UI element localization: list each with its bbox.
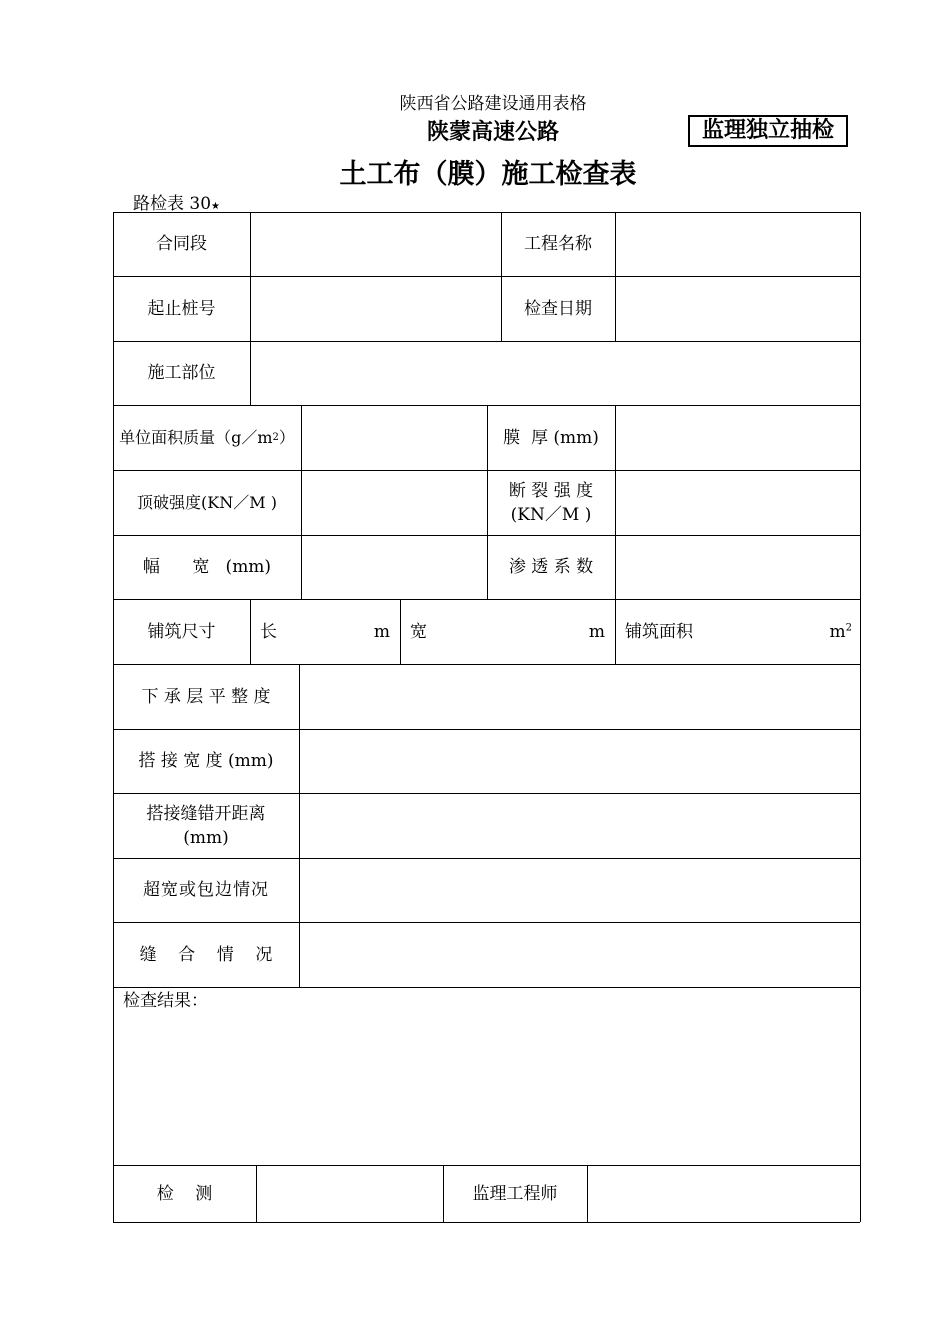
check-date-label: 检查日期 (524, 298, 592, 319)
unit-mass-value[interactable] (301, 405, 487, 470)
underlayer-flatness-value[interactable] (299, 664, 860, 729)
laying-area-unit (830, 620, 853, 644)
overlap-offset-line1: 搭接缝错开距离 (146, 803, 266, 824)
width-label: 幅 宽 (mm) (142, 557, 272, 577)
wide-cell[interactable] (400, 599, 615, 664)
burst-strength-label: 顶破强度(KN／M ) (137, 492, 277, 512)
station-range-value[interactable] (250, 276, 501, 341)
permeability-label: 渗 透 系 数 (508, 557, 594, 577)
length-label: 长 (260, 621, 277, 642)
film-thickness-label: 膜 厚 (mm) (503, 427, 599, 448)
tensile-strength-value[interactable] (615, 470, 860, 535)
overlap-width-value[interactable] (299, 729, 860, 793)
overwidth-edging-label: 超宽或包边情况 (143, 880, 269, 900)
underlayer-flatness-label: 下 承 层 平 整 度 (141, 686, 271, 707)
laying-size-label: 铺筑尺寸 (147, 621, 216, 642)
road-name: 陕蒙高速公路 (426, 120, 559, 145)
construction-part-label: 施工部位 (147, 363, 216, 383)
unit-mass-text: 单位面积质量（g／m (119, 427, 273, 447)
overlap-width-label: 搭 接 宽 度 (mm) (138, 751, 274, 771)
station-range-label: 起止桩号 (147, 298, 216, 319)
permeability-value[interactable] (615, 535, 860, 599)
tensile-strength-label (487, 470, 615, 535)
inspector-label: 检 测 (156, 1183, 213, 1204)
form-number-text: 路检表 30 (133, 194, 212, 214)
unit-mass-label: 单位面积质量（g／m 2 ） (113, 405, 301, 470)
supervision-badge: 监理独立抽检 (688, 115, 848, 147)
wide-unit: m (588, 621, 605, 642)
overlap-offset-value[interactable] (299, 793, 860, 858)
project-name-value[interactable] (615, 212, 860, 276)
length-unit: m (373, 621, 390, 642)
province-form-label: 陕西省公路建设通用表格 (399, 94, 587, 114)
table-border-bottom (113, 1222, 860, 1223)
length-cell[interactable] (250, 599, 400, 664)
overwidth-edging-value[interactable] (299, 858, 860, 922)
check-result-label: 检查结果： (123, 991, 208, 1011)
form-number-mark: ★ (211, 201, 221, 212)
page-title: 土工布（膜）施工检查表 (339, 159, 637, 190)
wide-label: 宽 (410, 621, 427, 642)
project-name-label: 工程名称 (524, 234, 592, 254)
film-thickness-value[interactable] (615, 405, 860, 470)
contract-section-value[interactable] (250, 212, 501, 276)
width-value[interactable] (301, 535, 487, 599)
seaming-value[interactable] (299, 922, 860, 987)
check-date-value[interactable] (615, 276, 860, 341)
seaming-label: 缝 合 情 况 (139, 944, 273, 965)
overlap-offset-line2: (mm) (183, 827, 229, 848)
tensile-strength-line1: 断 裂 强 度 (508, 480, 594, 501)
unit-mass-close: ） (278, 427, 295, 447)
table-border-right (860, 212, 861, 1222)
contract-section-label: 合同段 (156, 234, 207, 254)
inspector-signature[interactable] (256, 1165, 443, 1222)
burst-strength-value[interactable] (301, 470, 487, 535)
laying-area-cell[interactable] (615, 599, 860, 664)
construction-part-value[interactable] (250, 341, 860, 405)
tensile-strength-line2: (KN／M ) (510, 504, 592, 525)
supervisor-signature[interactable] (587, 1165, 860, 1222)
supervisor-label: 监理工程师 (472, 1183, 558, 1204)
check-result-area[interactable] (113, 987, 860, 1165)
laying-area-unit-sup: 2 (845, 621, 852, 633)
laying-area-unit-text: m (829, 621, 846, 642)
overlap-offset-label (113, 793, 299, 858)
laying-area-label: 铺筑面积 (625, 621, 693, 642)
